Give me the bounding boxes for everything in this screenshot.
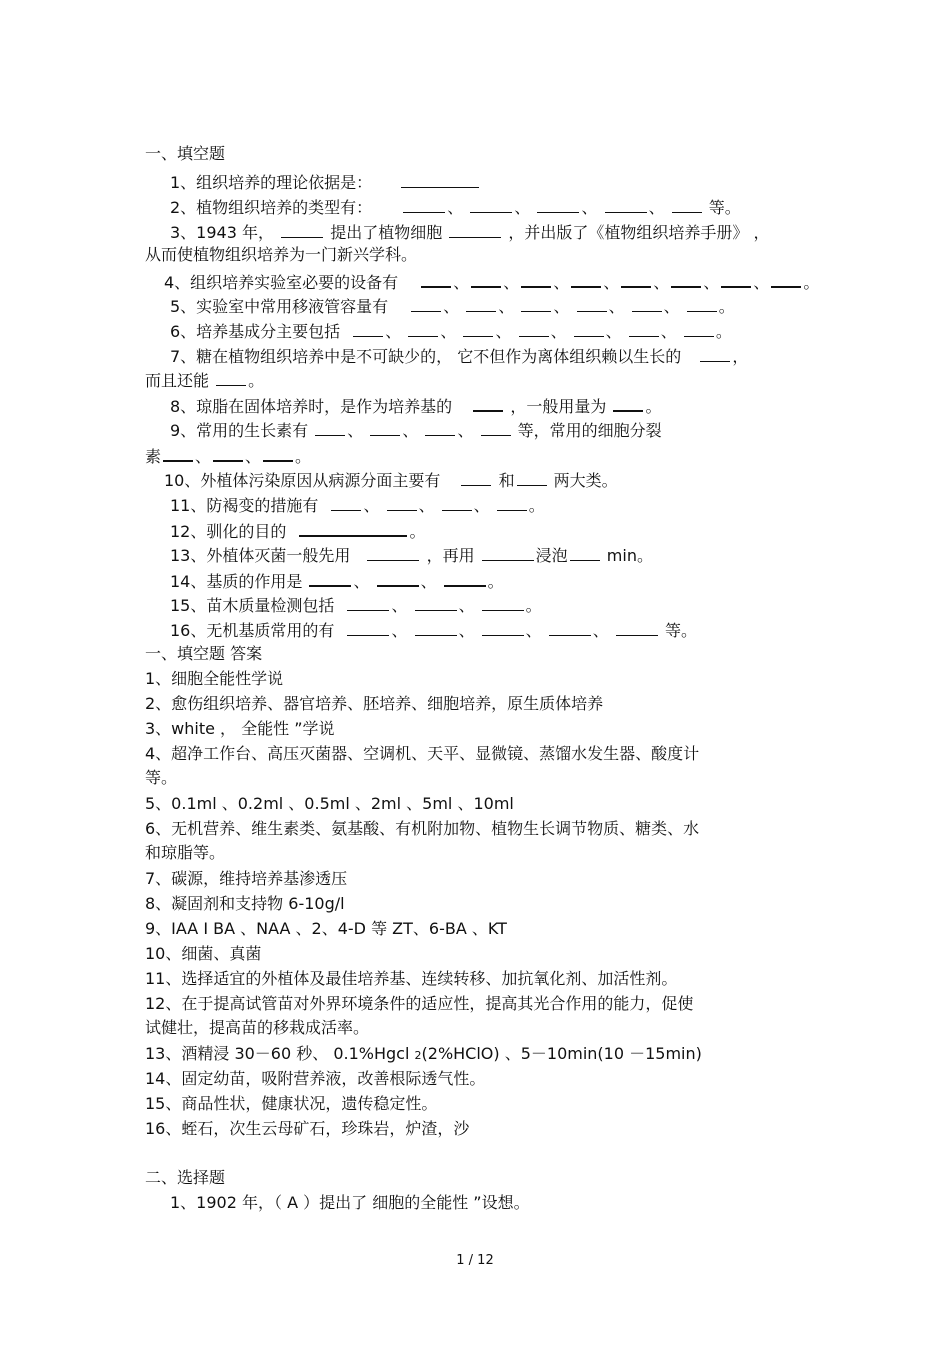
question-text: 和 — [498, 471, 515, 490]
answer-line: 3、white ， 全能性 ”学说 — [145, 719, 335, 738]
answer-line: 和琼脂等。 — [145, 843, 226, 862]
answer-blank — [577, 294, 607, 312]
question-10 — [164, 468, 618, 492]
answer-blank — [481, 418, 511, 436]
answer-blank — [549, 618, 591, 636]
answer-blank — [463, 319, 493, 337]
question-text: 2、植物组织培养的类型有： — [170, 198, 373, 217]
answer-line: 4、超净工作台、高压灭菌器、空调机、天平、显微镜、蒸馏水发生器、酸度计 — [145, 744, 700, 763]
answer-line: 12、在于提高试管苗对外界环境条件的适应性，提高其光合作用的能力，促使 — [145, 994, 694, 1013]
answer-blank — [470, 195, 512, 213]
answer-line: 16、蛭石，次生云母矿石，珍珠岩，炉渣，沙 — [145, 1119, 470, 1138]
question-16: 16、无机基质常用的有 、 、 、 、 等。 — [170, 618, 697, 642]
answer-line: 6、无机营养、维生素类、氨基酸、有机附加物、植物生长调节物质、糖类、水 — [145, 819, 700, 838]
answer-blank — [403, 195, 445, 213]
answer-line: 14、固定幼苗，吸附营养液，改善根际透气性。 — [145, 1069, 486, 1088]
answer-blank — [377, 568, 419, 587]
question-9-cont: 素 、 、 。 — [145, 443, 311, 468]
question-text: ，一般用量为 — [510, 397, 607, 416]
answer-blank — [415, 618, 457, 636]
question-text: 1、组织培养的理论依据是： — [170, 173, 373, 192]
answer-blank — [497, 493, 527, 511]
question-11: 11、防褐变的措施有 、 、 、 。 — [170, 493, 545, 517]
question-text: ，并出版了《植物组织培养手册》 ， — [508, 223, 770, 242]
answer-line: 试健壮，提高苗的移栽成活率。 — [145, 1018, 370, 1037]
question-text: min。 — [606, 546, 653, 565]
question-8: 8、琼脂在固体培养时，是作为培养基的 ，一般用量为 。 — [170, 393, 662, 418]
answer-blank — [401, 170, 479, 188]
answer-blank — [347, 593, 389, 611]
question-14: 14、基质的作用是 、 、 。 — [170, 568, 504, 593]
answer-blank — [471, 269, 501, 288]
answer-blank — [299, 518, 407, 537]
answer-blank — [621, 269, 651, 288]
answer-blank — [613, 393, 643, 412]
answer-text: (2%HClO) 、5－10min(10 －15min) — [421, 1044, 702, 1063]
answer-blank — [482, 593, 524, 611]
answer-blank — [605, 195, 647, 213]
question-text: 6、培养基成分主要包括 — [170, 322, 341, 341]
answer-line: 7、碳源，维持培养基渗透压 — [145, 869, 348, 888]
question-text: 5、实验室中常用移液管容量有 — [170, 297, 389, 316]
answer-blank — [213, 443, 243, 462]
question-text: 13、外植体灭菌一般先用 — [170, 546, 351, 565]
answer-blank — [415, 593, 457, 611]
section-title: 二、选择题 — [145, 1168, 226, 1187]
answer-line: 11、选择适宜的外植体及最佳培养基、连续转移、加抗氧化剂、加活性剂。 — [145, 969, 678, 988]
question-text: 等。 — [708, 198, 741, 217]
question-text: 等，常用的细胞分裂 — [517, 421, 662, 440]
answer-blank — [449, 220, 501, 238]
answer-blank — [309, 568, 351, 587]
section-title: 一、填空题 — [145, 144, 226, 163]
question-text: 16、无机基质常用的有 — [170, 621, 335, 640]
answer-blank — [629, 319, 659, 337]
answer-line: 1、细胞全能性学说 — [145, 669, 284, 688]
answer-blank — [521, 294, 551, 312]
answer-blank — [315, 418, 345, 436]
question-15: 15、苗木质量检测包括 、 、 。 — [170, 593, 542, 617]
subscript: 2 — [414, 1049, 422, 1062]
answer-line: 10、细菌、真菌 — [145, 944, 262, 963]
question-3-cont: 从而使植物组织培养为一门新兴学科。 — [145, 245, 418, 264]
answer-blank — [473, 393, 503, 412]
question-6: 6、培养基成分主要包括 、 、 、 、 、 、 。 — [170, 319, 732, 343]
answer-blank — [408, 319, 438, 337]
question-text: 等。 — [664, 621, 697, 640]
answer-blank — [425, 418, 455, 436]
question-3 — [170, 220, 769, 244]
answer-blank — [671, 269, 701, 288]
mc-question-1: 1、1902 年，（ A ）提出了 细胞的全能性 ”设想。 — [170, 1193, 530, 1212]
answer-blank — [517, 468, 547, 486]
answer-blank — [411, 294, 441, 312]
question-text: 15、苗木质量检测包括 — [170, 596, 335, 615]
question-text: 12、驯化的目的 — [170, 522, 287, 541]
answer-blank — [574, 319, 604, 337]
answer-blank — [721, 269, 751, 288]
question-7-cont: 而且还能 。 — [145, 368, 264, 392]
answer-blank — [537, 195, 579, 213]
answer-blank — [700, 344, 730, 362]
page-number: 1 / 12 — [456, 1253, 494, 1268]
question-1 — [170, 170, 481, 194]
question-text: 而且还能 — [145, 371, 210, 390]
question-9: 9、常用的生长素有 、 、 、 等，常用的细胞分裂 — [170, 418, 662, 442]
answer-line: 15、商品性状，健康状况，遗传稳定性。 — [145, 1094, 438, 1113]
answer-blank — [163, 443, 193, 462]
answer-blank — [482, 543, 534, 561]
question-text: 4、组织培养实验室必要的设备有 — [164, 273, 399, 292]
question-13 — [170, 543, 653, 567]
answer-blank — [444, 568, 486, 587]
question-text: 提出了植物细胞 — [330, 223, 443, 242]
question-2: 2、植物组织培养的类型有： 、 、 、 、 等。 — [170, 195, 741, 219]
question-text: 10、外植体污染原因从病源分面主要有 — [164, 471, 441, 490]
answer-blank — [331, 493, 361, 511]
question-text: 14、基质的作用是 — [170, 572, 303, 591]
answer-blank — [482, 618, 524, 636]
answer-blank — [466, 294, 496, 312]
answer-line: 5、0.1ml 、0.2ml 、0.5ml 、2ml 、5ml 、10ml — [145, 794, 514, 813]
answer-blank — [421, 269, 451, 288]
answer-blank — [347, 618, 389, 636]
answer-blank — [521, 269, 551, 288]
answer-blank — [684, 319, 714, 337]
question-7: 7、糖在植物组织培养中是不可缺少的， 它不但作为离体组织赖以生长的 ， — [170, 344, 748, 368]
question-12: 12、驯化的目的 。 — [170, 518, 425, 543]
answer-line: 9、IAA I BA 、NAA 、2、4-D 等 ZT、6-BA 、KT — [145, 919, 507, 938]
question-text: 8、琼脂在固体培养时，是作为培养基的 — [170, 397, 453, 416]
question-text: ，再用 — [426, 546, 475, 565]
answer-blank — [519, 319, 549, 337]
answer-line: 等。 — [145, 768, 178, 787]
answers-title: 一、填空题 答案 — [145, 644, 263, 663]
question-text: 浸泡 — [535, 546, 568, 565]
answer-blank — [442, 493, 472, 511]
answer-line-13 — [145, 1043, 702, 1067]
answer-blank — [571, 269, 601, 288]
answer-blank — [216, 368, 246, 386]
question-5: 5、实验室中常用移液管容量有 、 、 、 、 、 。 — [170, 294, 735, 318]
question-text: 两大类。 — [553, 471, 618, 490]
answer-line: 2、愈伤组织培养、器官培养、胚培养、细胞培养，原生质体培养 — [145, 694, 604, 713]
answer-blank — [461, 468, 491, 486]
question-text: 11、防褐变的措施有 — [170, 496, 319, 515]
answer-blank — [281, 220, 323, 238]
answer-blank — [632, 294, 662, 312]
answer-blank — [263, 443, 293, 462]
question-text: 3、1943 年， — [170, 223, 274, 242]
answer-line: 8、凝固剂和支持物 6-10g/l — [145, 894, 345, 913]
answer-blank — [771, 269, 801, 288]
answer-blank — [672, 195, 702, 213]
answer-blank — [387, 493, 417, 511]
answer-blank — [367, 543, 419, 561]
answer-blank — [353, 319, 383, 337]
question-4: 4、组织培养实验室必要的设备有 、 、 、 、 、 、 、 。 — [164, 269, 819, 294]
answer-blank — [616, 618, 658, 636]
question-text: 9、常用的生长素有 — [170, 421, 309, 440]
answer-blank — [570, 543, 600, 561]
answer-text: 13、酒精浸 30－60 秒、 0.1%Hgcl — [145, 1044, 415, 1063]
question-text: 素 — [145, 447, 162, 466]
answer-blank — [687, 294, 717, 312]
answer-blank — [370, 418, 400, 436]
question-text: 7、糖在植物组织培养中是不可缺少的， 它不但作为离体组织赖以生长的 — [170, 347, 682, 366]
